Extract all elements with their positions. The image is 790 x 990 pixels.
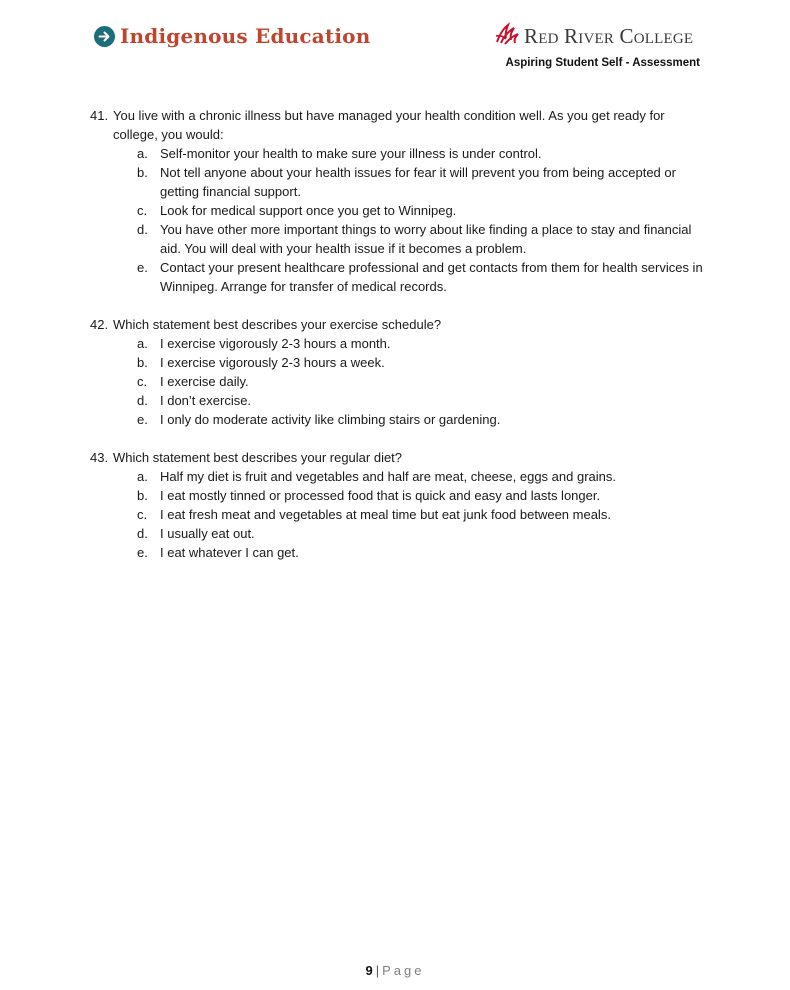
option-text: I exercise daily. xyxy=(160,374,249,389)
arrow-right-icon xyxy=(94,26,115,47)
option-text: Contact your present healthcare professional and get contacts from them for health services in Winnipeg. Arrange for transfer of medical records. xyxy=(160,260,703,294)
option-text: Half my diet is fruit and vegetables and half are meat, cheese, eggs and grains. xyxy=(160,469,616,484)
indigenous-education-logo xyxy=(94,24,370,48)
question-41 xyxy=(90,106,710,296)
question-43 xyxy=(90,448,710,562)
option-text: I exercise vigorously 2-3 hours a week. xyxy=(160,355,385,370)
option-letter: b. xyxy=(137,488,148,503)
answer-option xyxy=(137,543,710,562)
option-letter: b. xyxy=(137,165,148,180)
option-text: I exercise vigorously 2-3 hours a month. xyxy=(160,336,391,351)
option-text: I don’t exercise. xyxy=(160,393,252,408)
option-letter: d. xyxy=(137,393,148,408)
option-text: I eat fresh meat and vegetables at meal time but eat junk food between meals. xyxy=(160,507,611,522)
question-number: 41. xyxy=(90,108,109,123)
answer-option xyxy=(137,524,710,543)
option-text: You have other more important things to worry about like finding a place to stay and financial aid. You will deal with your health issue if it becomes a problem. xyxy=(160,222,692,256)
option-letter: c. xyxy=(137,507,148,522)
option-text: I eat mostly tinned or processed food that is quick and easy and lasts longer. xyxy=(160,488,601,503)
option-letter: a. xyxy=(137,336,148,351)
answer-option xyxy=(137,353,710,372)
question-text: Which statement best describes your exercise schedule? xyxy=(113,317,442,332)
option-letter: c. xyxy=(137,203,148,218)
answer-option xyxy=(137,220,710,258)
document-subtitle: Aspiring Student Self - Assessment xyxy=(505,57,700,69)
page-footer xyxy=(0,963,790,978)
question-stem xyxy=(90,315,710,334)
option-letter: d. xyxy=(137,526,148,541)
answer-option xyxy=(137,201,710,220)
option-letter: e. xyxy=(137,412,148,427)
answer-option xyxy=(137,258,710,296)
option-letter: d. xyxy=(137,222,148,237)
question-stem xyxy=(90,448,710,467)
option-letter: a. xyxy=(137,469,148,484)
option-text: I usually eat out. xyxy=(160,526,255,541)
logo-title: Indigenous Education xyxy=(120,24,371,48)
question-number: 42. xyxy=(90,317,109,332)
option-text: I only do moderate activity like climbing stairs or gardening. xyxy=(160,412,501,427)
answer-option xyxy=(137,144,710,163)
option-text: I eat whatever I can get. xyxy=(160,545,299,560)
answer-options xyxy=(137,467,710,562)
option-letter: a. xyxy=(137,146,148,161)
option-letter: c. xyxy=(137,374,148,389)
answer-option xyxy=(137,334,710,353)
red-river-college-logo xyxy=(494,22,693,51)
footer-separator: | xyxy=(375,963,380,978)
college-name: Red River College xyxy=(524,24,694,48)
option-letter: e. xyxy=(137,260,148,275)
option-letter: e. xyxy=(137,545,148,560)
answer-option xyxy=(137,505,710,524)
answer-options xyxy=(137,144,710,296)
answer-option xyxy=(137,467,710,486)
question-text: You live with a chronic illness but have managed your health condition well. As you get ready for college, you would: xyxy=(113,108,665,142)
answer-option xyxy=(137,372,710,391)
rrc-flame-icon xyxy=(494,22,520,51)
answer-options xyxy=(137,334,710,429)
page-number: 9 xyxy=(365,963,373,978)
option-text: Self-monitor your health to make sure your illness is under control. xyxy=(160,146,542,161)
question-42 xyxy=(90,315,710,429)
option-text: Not tell anyone about your health issues for fear it will prevent you from being accepted or getting financial support. xyxy=(160,165,676,199)
answer-option xyxy=(137,163,710,201)
answer-option xyxy=(137,486,710,505)
questions-list xyxy=(90,106,710,581)
page-label: Page xyxy=(382,963,425,978)
answer-option xyxy=(137,391,710,410)
option-letter: b. xyxy=(137,355,148,370)
option-text: Look for medical support once you get to Winnipeg. xyxy=(160,203,457,218)
question-number: 43. xyxy=(90,450,109,465)
question-stem xyxy=(90,106,710,144)
question-text: Which statement best describes your regular diet? xyxy=(113,450,403,465)
answer-option xyxy=(137,410,710,429)
